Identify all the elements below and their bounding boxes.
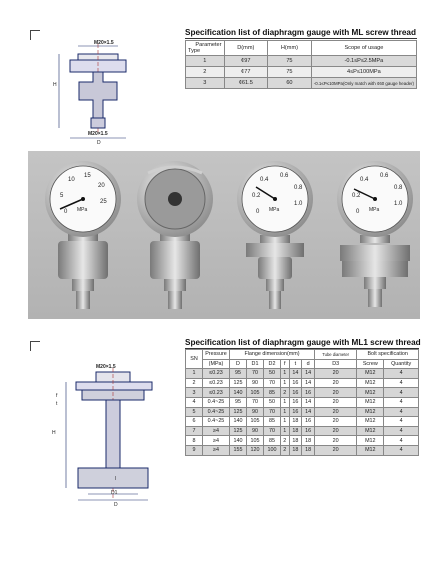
screw-cell: M12 bbox=[357, 426, 384, 436]
f-cell: 1 bbox=[281, 378, 290, 388]
f-cell: 1 bbox=[281, 407, 290, 417]
sub-header-d1: D1 bbox=[247, 359, 264, 369]
d-small-cell: 16 bbox=[302, 417, 315, 427]
d-cell: 140 bbox=[230, 417, 247, 427]
d-small-cell: 14 bbox=[302, 378, 315, 388]
d3-cell: 20 bbox=[315, 436, 357, 446]
screw-cell: M12 bbox=[357, 378, 384, 388]
scope-header: Scope of usage bbox=[311, 41, 416, 56]
sn-cell: 4 bbox=[186, 397, 203, 407]
gauge3-unit: MPa bbox=[269, 207, 280, 213]
f-cell: 2 bbox=[281, 436, 290, 446]
d-cell: 125 bbox=[230, 426, 247, 436]
param-header: Parameter bbox=[195, 42, 222, 48]
quantity-cell: 4 bbox=[384, 407, 419, 417]
table-row bbox=[186, 445, 419, 455]
gauge3-tick: 0 bbox=[256, 209, 260, 215]
f-cell: 1 bbox=[281, 417, 290, 427]
d2-cell: 50 bbox=[264, 397, 281, 407]
table-row bbox=[186, 56, 417, 67]
gauge4-unit: MPa bbox=[369, 207, 380, 213]
d-cell: 95 bbox=[230, 397, 247, 407]
table-row bbox=[186, 369, 419, 379]
t-cell: 14 bbox=[289, 369, 302, 379]
sn-header: SN bbox=[186, 350, 203, 369]
quantity-cell: 4 bbox=[384, 445, 419, 455]
gauge4-tick: 0.6 bbox=[380, 173, 389, 179]
sub-header-t: t bbox=[289, 359, 302, 369]
gauge3-tick: 0.2 bbox=[252, 193, 261, 199]
f-cell: 1 bbox=[281, 397, 290, 407]
sub-header-f: f bbox=[281, 359, 290, 369]
type-header: Type bbox=[188, 48, 201, 54]
d1-cell: 70 bbox=[247, 369, 264, 379]
ml1-l-label: l bbox=[115, 476, 117, 482]
pressure-cell: 0.4~25 bbox=[203, 407, 230, 417]
sub-header-d2: D2 bbox=[264, 359, 281, 369]
ml1-table-body bbox=[186, 369, 419, 455]
sub-header-d: D bbox=[230, 359, 247, 369]
pressure-header: Pressure bbox=[203, 350, 230, 360]
quantity-cell: 4 bbox=[384, 417, 419, 427]
f-cell: 2 bbox=[281, 388, 290, 398]
sn-cell: 6 bbox=[186, 417, 203, 427]
ml1-top-thread-label: M20×1.5 bbox=[96, 364, 116, 370]
gauge4-tick: 0.4 bbox=[360, 177, 369, 183]
table-row bbox=[186, 436, 419, 446]
d3-cell: 20 bbox=[315, 378, 357, 388]
gauge-1 bbox=[45, 161, 121, 309]
d3-cell: 20 bbox=[315, 388, 357, 398]
scope-cell: 4≤P≤100MPa bbox=[311, 67, 416, 78]
gauge3-tick: 0.6 bbox=[280, 173, 289, 179]
sub-header-quantity: Quantity bbox=[384, 359, 419, 369]
table-row bbox=[186, 388, 419, 398]
param-type-header bbox=[186, 41, 225, 56]
ml-spec-table bbox=[185, 40, 417, 89]
d1-cell: 70 bbox=[247, 397, 264, 407]
sub-header-d3: D3 bbox=[315, 359, 357, 369]
top-thread-label: M20×1.5 bbox=[94, 40, 114, 46]
d1-cell: 105 bbox=[247, 417, 264, 427]
d-small-cell: 18 bbox=[302, 436, 315, 446]
ml1-d-label: D bbox=[114, 502, 118, 508]
pressure-cell: ≥4 bbox=[203, 436, 230, 446]
d1-cell: 90 bbox=[247, 407, 264, 417]
d2-cell: 100 bbox=[264, 445, 281, 455]
gauge4-tick: 0.8 bbox=[394, 185, 403, 191]
d2-cell: 85 bbox=[264, 388, 281, 398]
quantity-cell: 4 bbox=[384, 369, 419, 379]
d2-cell: 70 bbox=[264, 407, 281, 417]
quantity-cell: 4 bbox=[384, 388, 419, 398]
screw-cell: M12 bbox=[357, 407, 384, 417]
sub-header-d-small: d bbox=[302, 359, 315, 369]
f-cell: 2 bbox=[281, 445, 290, 455]
d-cell: 125 bbox=[230, 407, 247, 417]
d1-cell: 105 bbox=[247, 388, 264, 398]
quantity-cell: 4 bbox=[384, 397, 419, 407]
d2-cell: 70 bbox=[264, 378, 281, 388]
gauge1-unit: MPa bbox=[77, 207, 88, 213]
gauge1-tick: 15 bbox=[84, 173, 91, 179]
t-cell: 16 bbox=[289, 388, 302, 398]
t-cell: 18 bbox=[289, 436, 302, 446]
d2-cell: 50 bbox=[264, 369, 281, 379]
gauge-3 bbox=[237, 161, 313, 309]
sn-cell: 8 bbox=[186, 436, 203, 446]
screw-cell: M12 bbox=[357, 445, 384, 455]
crop-mark bbox=[30, 341, 40, 351]
d-header: D(mm) bbox=[224, 41, 268, 56]
type-cell: 2 bbox=[186, 67, 225, 78]
t-cell: 16 bbox=[289, 378, 302, 388]
diameter-label: D bbox=[97, 140, 101, 146]
d-small-cell: 14 bbox=[302, 397, 315, 407]
table-row bbox=[186, 67, 417, 78]
d-cell: 140 bbox=[230, 388, 247, 398]
d1-cell: 90 bbox=[247, 378, 264, 388]
gauge1-tick: 20 bbox=[98, 183, 105, 189]
h-cell: 60 bbox=[268, 78, 312, 89]
scope-cell: -0.1≤P≤10MPa(Only match with ¢60 gauge header) bbox=[311, 78, 416, 89]
sn-cell: 1 bbox=[186, 369, 203, 379]
d3-cell: 20 bbox=[315, 426, 357, 436]
h-header: H(mm) bbox=[268, 41, 312, 56]
d-small-cell: 16 bbox=[302, 426, 315, 436]
t-cell: 16 bbox=[289, 397, 302, 407]
d-cell: 95 bbox=[230, 369, 247, 379]
f-cell: 1 bbox=[281, 369, 290, 379]
h-cell: 75 bbox=[268, 56, 312, 67]
d-cell: 140 bbox=[230, 436, 247, 446]
sn-cell: 3 bbox=[186, 388, 203, 398]
d-cell: 125 bbox=[230, 378, 247, 388]
pressure-cell: ≥4 bbox=[203, 426, 230, 436]
t-cell: 18 bbox=[289, 445, 302, 455]
pressure-cell: ≤0.23 bbox=[203, 369, 230, 379]
gauge1-tick: 5 bbox=[60, 193, 64, 199]
screw-cell: M12 bbox=[357, 397, 384, 407]
table-row bbox=[186, 426, 419, 436]
gauge3-tick: 0.8 bbox=[294, 185, 303, 191]
pressure-cell: ≤0.23 bbox=[203, 388, 230, 398]
d3-cell: 20 bbox=[315, 397, 357, 407]
sub-header-screw: Screw bbox=[357, 359, 384, 369]
d-cell: ¢97 bbox=[224, 56, 268, 67]
table-row bbox=[186, 378, 419, 388]
ml1-f-label: f bbox=[56, 393, 58, 399]
product-photo bbox=[28, 151, 420, 319]
f-cell: 1 bbox=[281, 426, 290, 436]
d-small-cell: 18 bbox=[302, 445, 315, 455]
bottom-thread-label: M20×1.5 bbox=[88, 131, 108, 137]
d-cell: 155 bbox=[230, 445, 247, 455]
d1-cell: 120 bbox=[247, 445, 264, 455]
screw-cell: M12 bbox=[357, 417, 384, 427]
gauge1-tick: 0 bbox=[64, 209, 68, 215]
d-cell: ¢61.5 bbox=[224, 78, 268, 89]
gauge-4 bbox=[337, 161, 413, 307]
ml1-t-label: t bbox=[56, 401, 58, 407]
pressure-cell: 0.4~25 bbox=[203, 397, 230, 407]
section1-title: Specification list of diaphragm gauge with ML screw thread bbox=[185, 28, 416, 37]
sn-cell: 7 bbox=[186, 426, 203, 436]
pressure-cell: ≥4 bbox=[203, 445, 230, 455]
quantity-cell: 4 bbox=[384, 436, 419, 446]
ml1-spec-table bbox=[185, 349, 419, 456]
d-cell: ¢77 bbox=[224, 67, 268, 78]
section2-title: Specification list of diaphragm gauge with ML1 screw thread bbox=[185, 338, 421, 347]
gauge4-tick: 0.2 bbox=[352, 193, 361, 199]
ml-gauge-diagram bbox=[35, 36, 165, 146]
d-small-cell: 14 bbox=[302, 407, 315, 417]
table-row bbox=[186, 78, 417, 89]
gauge1-tick: 10 bbox=[68, 177, 75, 183]
d3-cell: 20 bbox=[315, 407, 357, 417]
d-small-cell: 16 bbox=[302, 388, 315, 398]
d1-cell: 105 bbox=[247, 436, 264, 446]
t-cell: 18 bbox=[289, 417, 302, 427]
ml1-height-label: H bbox=[52, 430, 56, 436]
d3-cell: 20 bbox=[315, 445, 357, 455]
quantity-cell: 4 bbox=[384, 378, 419, 388]
gauge4-tick: 1.0 bbox=[394, 201, 403, 207]
type-cell: 3 bbox=[186, 78, 225, 89]
d2-cell: 70 bbox=[264, 426, 281, 436]
gauge-2 bbox=[137, 161, 213, 309]
d-small-cell: 14 bbox=[302, 369, 315, 379]
d3-cell: 20 bbox=[315, 417, 357, 427]
d2-cell: 85 bbox=[264, 417, 281, 427]
sn-cell: 5 bbox=[186, 407, 203, 417]
pressure-cell: ≤0.23 bbox=[203, 378, 230, 388]
d2-cell: 85 bbox=[264, 436, 281, 446]
gauge3-tick: 0.4 bbox=[260, 177, 269, 183]
tube-header: Tube diameter bbox=[315, 350, 357, 360]
flange-header: Flange dimension(mm) bbox=[230, 350, 315, 360]
height-label: H bbox=[53, 82, 57, 88]
ml1-gauge-diagram bbox=[40, 368, 170, 510]
type-cell: 1 bbox=[186, 56, 225, 67]
h-cell: 75 bbox=[268, 67, 312, 78]
screw-cell: M12 bbox=[357, 388, 384, 398]
pressure-cell: 0.4~25 bbox=[203, 417, 230, 427]
sn-cell: 9 bbox=[186, 445, 203, 455]
sn-cell: 2 bbox=[186, 378, 203, 388]
t-cell: 16 bbox=[289, 407, 302, 417]
ml1-d1-label: D1 bbox=[111, 490, 118, 496]
d3-cell: 20 bbox=[315, 369, 357, 379]
gauge4-tick: 0 bbox=[356, 209, 360, 215]
quantity-cell: 4 bbox=[384, 426, 419, 436]
gauge1-tick: 25 bbox=[100, 199, 107, 205]
mpa-header: (MPa) bbox=[203, 359, 230, 369]
bolt-header: Bolt specification bbox=[357, 350, 419, 360]
screw-cell: M12 bbox=[357, 436, 384, 446]
scope-cell: -0.1≤P≤2.5MPa bbox=[311, 56, 416, 67]
t-cell: 18 bbox=[289, 426, 302, 436]
table-row bbox=[186, 407, 419, 417]
table-row bbox=[186, 397, 419, 407]
gauge3-tick: 1.0 bbox=[294, 201, 303, 207]
table-row bbox=[186, 417, 419, 427]
screw-cell: M12 bbox=[357, 369, 384, 379]
section1-title-rule bbox=[185, 38, 417, 39]
d1-cell: 90 bbox=[247, 426, 264, 436]
